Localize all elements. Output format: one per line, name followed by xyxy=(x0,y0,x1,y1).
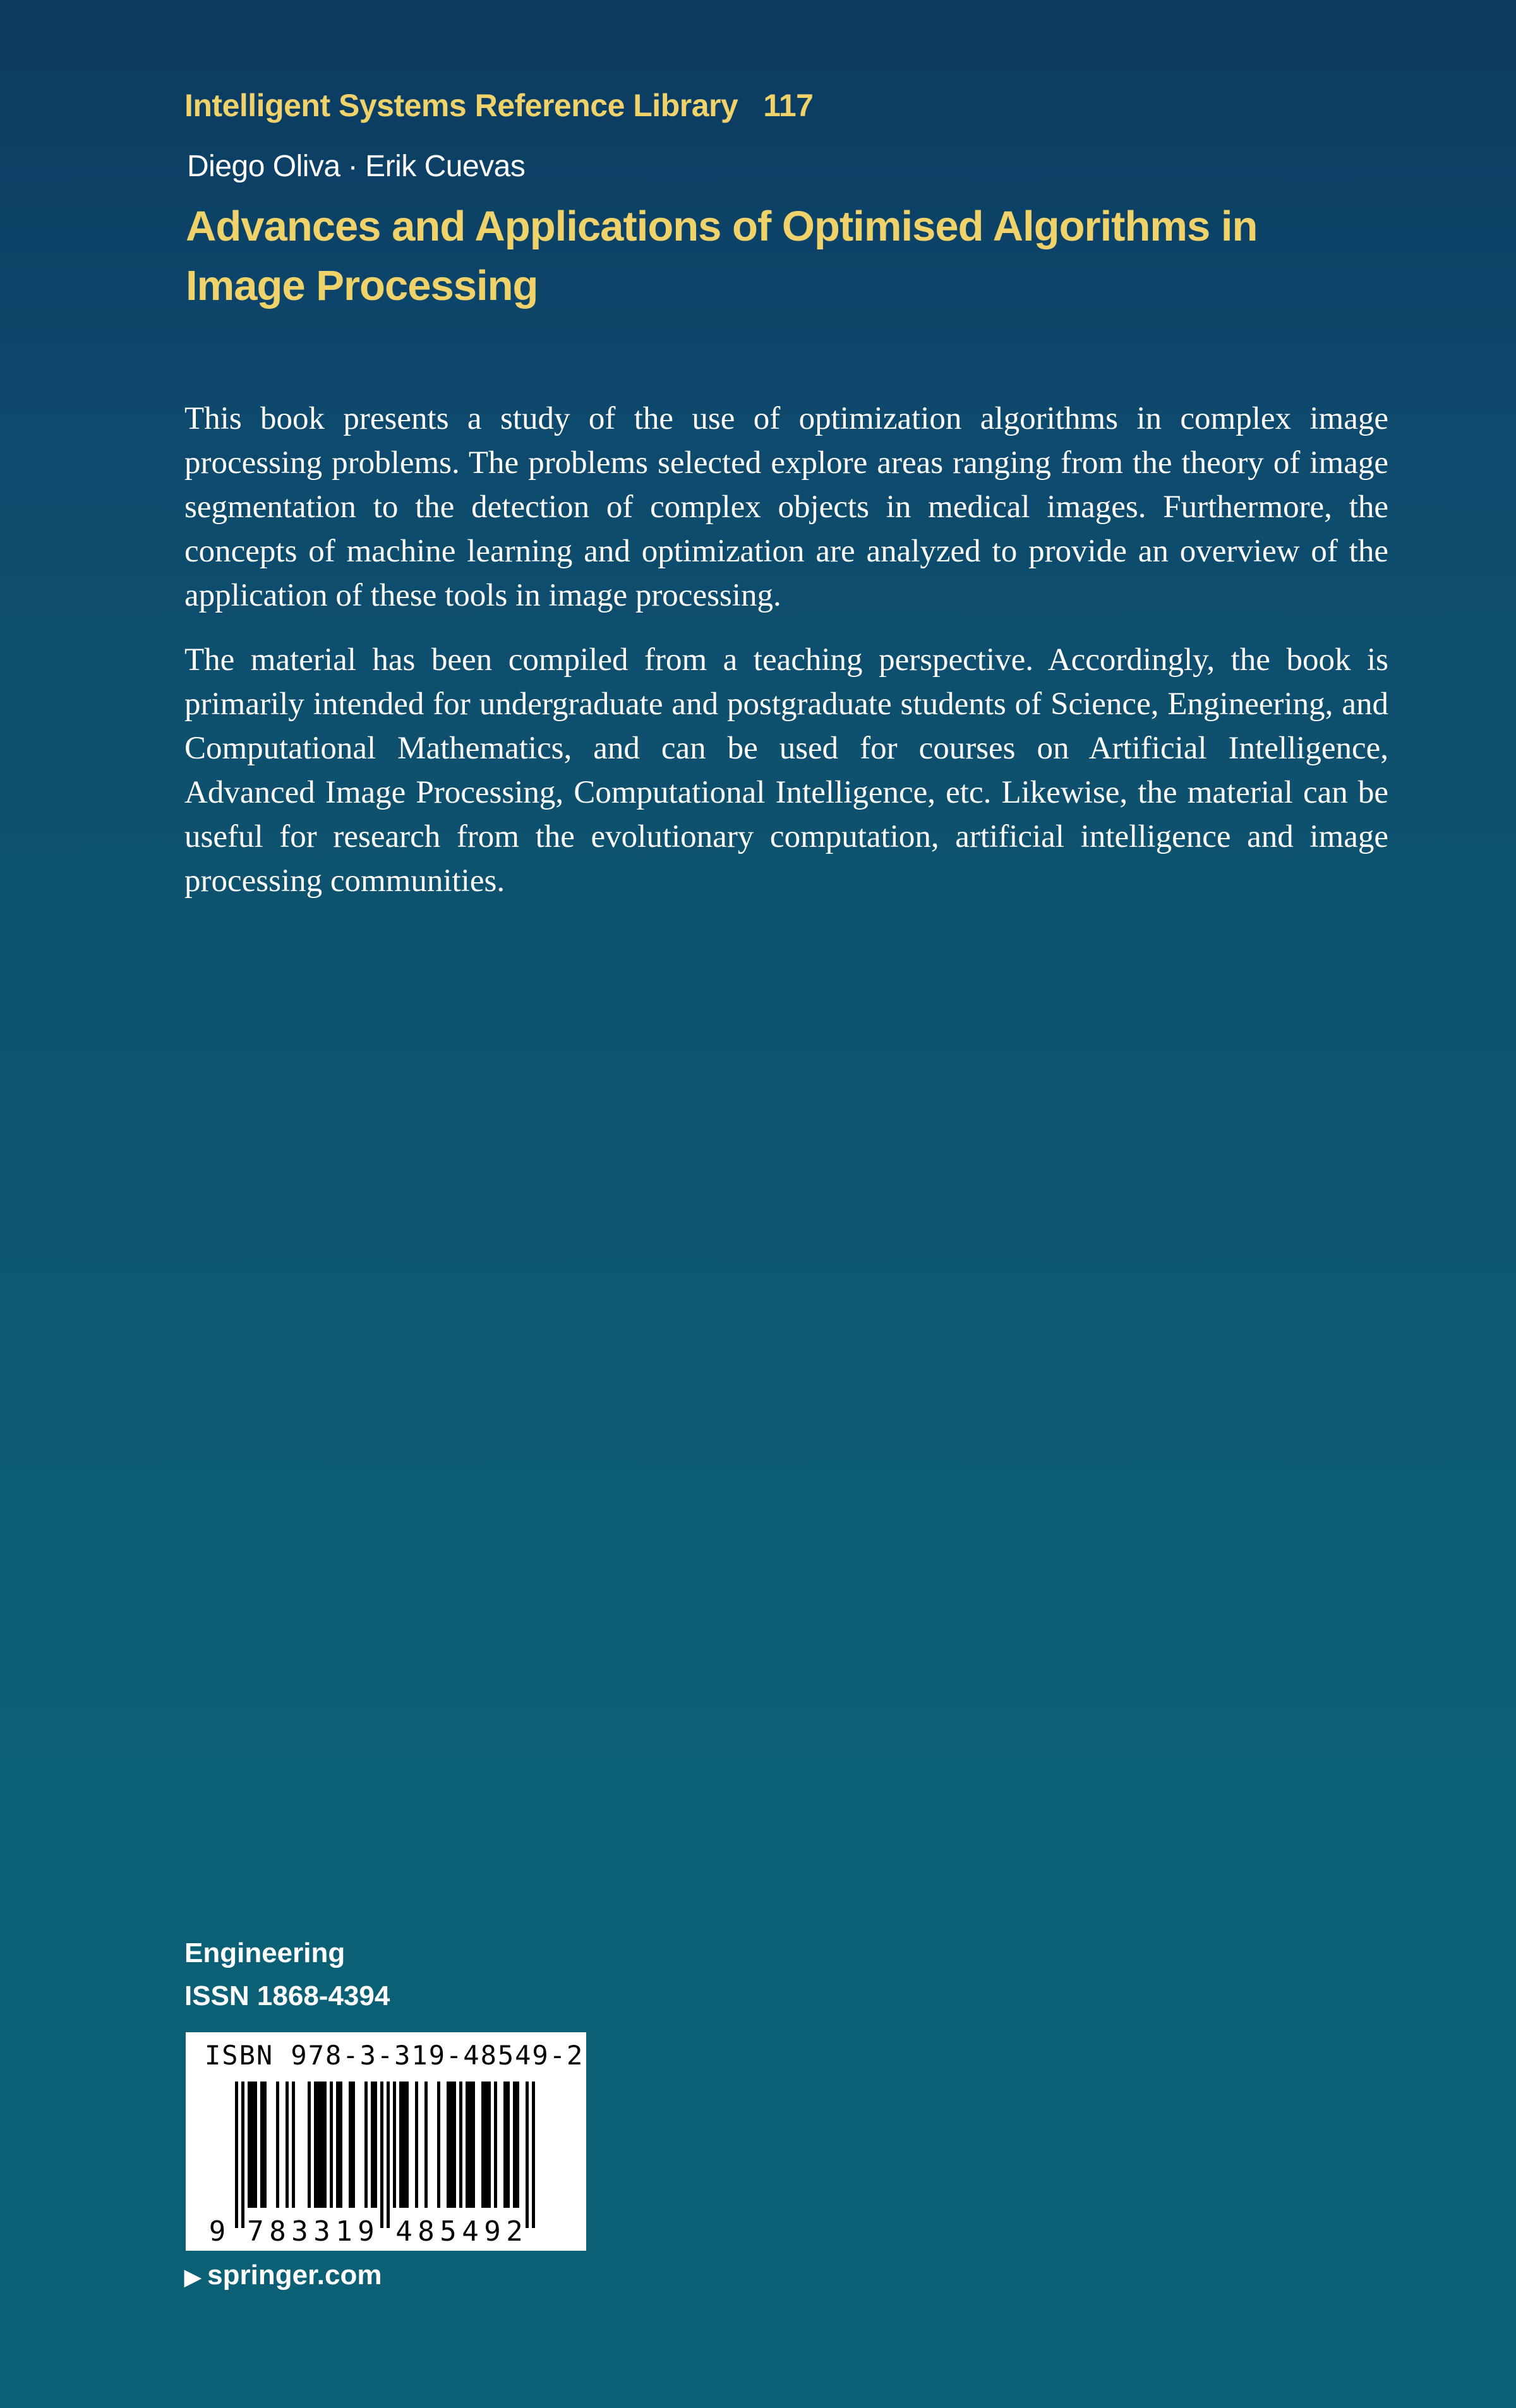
barcode-bar xyxy=(364,2082,368,2208)
book-title: Advances and Applications of Optimised Algorithms in Image Processing xyxy=(186,203,1258,309)
barcode-bar xyxy=(488,2082,491,2208)
barcode-bar xyxy=(323,2082,327,2208)
barcode-bar xyxy=(235,2082,238,2228)
barcode-bar xyxy=(320,2082,323,2208)
barcode-bar xyxy=(472,2082,475,2208)
barcode-digit: 5 xyxy=(440,2215,457,2248)
barcode-bar xyxy=(424,2082,428,2208)
barcode-bar xyxy=(314,2082,317,2208)
barcode-bar xyxy=(453,2082,456,2208)
barcode-bar xyxy=(380,2082,383,2228)
barcode-bar xyxy=(292,2082,295,2208)
barcode-bar xyxy=(406,2082,409,2208)
barcode-bar xyxy=(251,2082,254,2208)
barcode-bar xyxy=(339,2082,342,2208)
barcode-bar xyxy=(374,2082,377,2208)
springer-link[interactable] xyxy=(184,2260,382,2291)
springer-link-text: springer.com xyxy=(207,2260,382,2291)
isbn-label: ISBN 978-3-319-48549-2 xyxy=(205,2040,584,2071)
barcode-bar xyxy=(507,2082,510,2208)
barcode-bar xyxy=(450,2082,453,2208)
right-triangle-icon: ▶ xyxy=(184,2265,202,2289)
barcode-bar xyxy=(286,2082,289,2208)
barcode-digit: 2 xyxy=(506,2215,523,2248)
authors-line xyxy=(187,149,525,184)
barcode-bar xyxy=(526,2082,529,2228)
barcode-bar xyxy=(513,2082,516,2208)
barcode-bar xyxy=(352,2082,355,2208)
barcode-bar xyxy=(336,2082,339,2208)
barcode-graphic xyxy=(186,2032,586,2251)
barcode-bar xyxy=(308,2082,311,2208)
series-line xyxy=(184,87,813,124)
barcode-bar xyxy=(494,2082,497,2208)
barcode-bar xyxy=(399,2082,402,2208)
barcode-bar xyxy=(402,2082,406,2208)
barcode-bar xyxy=(317,2082,320,2208)
barcode-digit: 7 xyxy=(247,2215,264,2248)
barcode-bar xyxy=(466,2082,469,2208)
barcode-bar xyxy=(415,2082,418,2208)
barcode-bar xyxy=(387,2082,390,2228)
barcode-bar xyxy=(459,2082,462,2208)
barcode-bar xyxy=(371,2082,374,2208)
series-number: 117 xyxy=(763,88,814,123)
issn-label: ISSN 1868-4394 xyxy=(184,1980,390,2011)
description-paragraph-1: This book presents a study of the use of optimization algorithms in complex image processing problems. The problems selected explore areas ranging from the theory of image segmentation to the detection of complex objects in medical images. Furthermore, the concepts of machine learning and optimization are analyzed to provide an overview of the application of these tools in image processing. xyxy=(184,401,1388,613)
barcode-digit: 4 xyxy=(462,2215,479,2248)
barcode-digit: 9 xyxy=(484,2215,501,2248)
barcode-bar xyxy=(349,2082,352,2208)
barcode-bar xyxy=(241,2082,244,2228)
barcode-bar xyxy=(503,2082,507,2208)
description-paragraph-2: The material has been compiled from a teaching perspective. Accordingly, the book is primarily intended for undergraduate and postgraduate students of Science, Engineering, and Computational Mathematics, and can be used for courses on Artificial Intelligence, Advanced Image Processing, Computational Intelligence, etc. Likewise, the material can be useful for research from the evolutionary computation, artificial intelligence and image processing communities. xyxy=(184,642,1388,899)
barcode-digit: 3 xyxy=(313,2215,330,2248)
barcode-bar xyxy=(248,2082,251,2208)
barcode-bar xyxy=(263,2082,267,2208)
barcode-bar xyxy=(484,2082,488,2208)
subject-label: Engineering xyxy=(184,1938,346,1968)
barcode-bar xyxy=(276,2082,279,2208)
series-name: Intelligent Systems Reference Library xyxy=(184,88,738,123)
barcode-digit: 3 xyxy=(291,2215,308,2248)
barcode-digit: 8 xyxy=(269,2215,286,2248)
barcode-digit: 9 xyxy=(208,2215,226,2248)
author-separator: · xyxy=(347,150,358,183)
barcode-digit: 1 xyxy=(335,2215,352,2248)
barcode-bar xyxy=(260,2082,263,2208)
barcode-digit: 8 xyxy=(418,2215,435,2248)
barcode-bar xyxy=(254,2082,257,2208)
barcode-bar xyxy=(447,2082,450,2208)
barcode-bar xyxy=(330,2082,333,2208)
barcode-bar xyxy=(516,2082,519,2208)
author-first: Diego Oliva xyxy=(187,150,340,183)
author-second: Erik Cuevas xyxy=(365,150,526,183)
barcode-bar xyxy=(393,2082,396,2208)
barcode-bar xyxy=(481,2082,484,2208)
barcode-bar xyxy=(532,2082,535,2228)
barcode xyxy=(186,2032,586,2251)
barcode-bar xyxy=(437,2082,440,2208)
barcode-digit: 9 xyxy=(358,2215,375,2248)
barcode-digit: 4 xyxy=(395,2215,412,2248)
barcode-bar xyxy=(469,2082,472,2208)
